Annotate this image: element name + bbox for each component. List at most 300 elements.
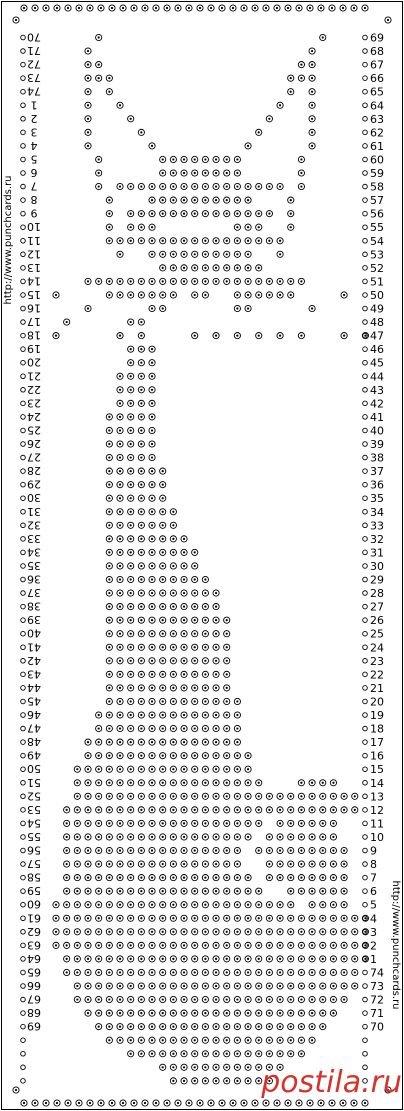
left-row-marker <box>21 889 26 894</box>
pattern-hole <box>53 929 59 935</box>
pattern-hole <box>213 671 219 677</box>
pattern-hole <box>170 251 176 257</box>
pattern-hole <box>149 915 155 921</box>
pattern-hole <box>202 1010 208 1016</box>
pattern-hole <box>256 183 262 189</box>
pattern-hole <box>149 197 155 203</box>
frame-hole <box>13 17 19 23</box>
left-row-marker <box>21 374 26 379</box>
pattern-hole <box>181 1051 187 1057</box>
pattern-hole <box>352 983 358 989</box>
pattern-hole <box>149 1037 155 1043</box>
pattern-hole <box>298 156 304 162</box>
pattern-hole <box>160 875 166 881</box>
pattern-hole <box>160 793 166 799</box>
frame-hole <box>142 5 148 11</box>
pattern-hole <box>234 780 240 786</box>
left-row-number: 47 <box>27 721 41 735</box>
pattern-hole <box>96 34 102 40</box>
pattern-hole <box>117 604 123 610</box>
pattern-hole <box>117 102 123 108</box>
pattern-hole <box>117 1024 123 1030</box>
pattern-hole <box>213 929 219 935</box>
pattern-hole <box>160 590 166 596</box>
pattern-hole <box>85 753 91 759</box>
pattern-hole <box>224 617 230 623</box>
pattern-hole <box>96 942 102 948</box>
pattern-hole <box>160 983 166 989</box>
pattern-hole <box>170 197 176 203</box>
pattern-hole <box>224 902 230 908</box>
pattern-hole <box>277 1010 283 1016</box>
pattern-hole <box>138 509 144 515</box>
pattern-hole <box>117 536 123 542</box>
right-row-number: 6 <box>370 885 377 899</box>
pattern-hole <box>309 888 315 894</box>
pattern-hole <box>160 902 166 908</box>
right-row-number: 73 <box>370 980 384 993</box>
pattern-hole <box>224 847 230 853</box>
pattern-hole <box>202 861 208 867</box>
right-row-marker <box>363 550 368 555</box>
right-row-numbers <box>363 32 384 1084</box>
pattern-hole <box>202 847 208 853</box>
right-row-number: 50 <box>370 288 384 302</box>
pattern-hole <box>160 915 166 921</box>
pattern-hole <box>224 1010 230 1016</box>
left-row-marker <box>21 428 26 433</box>
pattern-hole <box>128 766 134 772</box>
pattern-hole <box>256 969 262 975</box>
pattern-hole <box>192 1024 198 1030</box>
left-row-number: 66 <box>27 979 41 992</box>
pattern-hole <box>298 929 304 935</box>
pattern-hole <box>192 671 198 677</box>
pattern-hole <box>202 820 208 826</box>
pattern-hole <box>288 211 294 217</box>
left-row-number: 70 <box>27 30 41 44</box>
pattern-hole <box>106 89 112 95</box>
pattern-hole <box>330 929 336 935</box>
right-row-marker <box>363 62 368 67</box>
pattern-hole <box>192 1064 198 1070</box>
pattern-hole <box>309 1037 315 1043</box>
pattern-hole <box>64 861 70 867</box>
pattern-hole <box>192 156 198 162</box>
pattern-hole <box>149 305 155 311</box>
frame-hole <box>21 1100 27 1106</box>
pattern-hole <box>85 834 91 840</box>
pattern-hole <box>170 753 176 759</box>
right-row-number: 69 <box>370 31 384 45</box>
pattern-hole <box>202 942 208 948</box>
pattern-hole <box>138 996 144 1002</box>
right-row-number: 58 <box>370 180 384 194</box>
pattern-hole <box>181 834 187 840</box>
pattern-hole <box>85 807 91 813</box>
right-row-marker <box>363 821 368 826</box>
right-row-marker <box>363 320 368 325</box>
pattern-hole <box>298 915 304 921</box>
right-row-marker <box>363 347 368 352</box>
pattern-hole <box>245 265 251 271</box>
pattern-hole <box>202 1064 208 1070</box>
left-row-number: 13 <box>27 260 41 274</box>
pattern-hole <box>245 983 251 989</box>
right-row-number: 60 <box>370 153 384 167</box>
pattern-hole <box>53 942 59 948</box>
frame-hole <box>230 1100 236 1106</box>
pattern-hole <box>149 685 155 691</box>
pattern-hole <box>138 861 144 867</box>
left-row-marker <box>21 469 26 474</box>
pattern-hole <box>74 983 80 989</box>
pattern-hole <box>106 509 112 515</box>
pattern-hole <box>202 211 208 217</box>
left-row-marker <box>21 916 26 921</box>
pattern-hole <box>128 590 134 596</box>
pattern-hole <box>202 834 208 840</box>
pattern-hole <box>256 983 262 989</box>
frame-hole <box>230 5 236 11</box>
pattern-hole <box>106 1024 112 1030</box>
pattern-hole <box>181 698 187 704</box>
pattern-hole <box>192 292 198 298</box>
left-row-marker <box>21 496 26 501</box>
pattern-hole <box>106 698 112 704</box>
pattern-hole <box>170 915 176 921</box>
pattern-hole <box>106 861 112 867</box>
left-row-marker <box>21 1038 26 1043</box>
pattern-hole <box>138 658 144 664</box>
left-row-marker <box>21 672 26 677</box>
pattern-hole <box>149 238 155 244</box>
pattern-hole <box>64 820 70 826</box>
pattern-hole <box>234 156 240 162</box>
left-row-marker <box>21 89 26 94</box>
pattern-hole <box>160 1064 166 1070</box>
pattern-hole <box>117 576 123 582</box>
pattern-hole <box>117 753 123 759</box>
pattern-hole <box>298 861 304 867</box>
pattern-hole <box>202 902 208 908</box>
left-row-number: 74 <box>27 84 41 98</box>
pattern-hole <box>64 807 70 813</box>
right-row-number: 19 <box>370 709 384 722</box>
pattern-hole <box>213 698 219 704</box>
pattern-hole <box>245 278 251 284</box>
right-row-marker <box>363 970 368 975</box>
left-row-marker <box>21 943 26 948</box>
pattern-hole <box>181 942 187 948</box>
left-row-number: 69 <box>27 1019 41 1033</box>
pattern-hole <box>85 129 91 135</box>
pattern-hole <box>213 278 219 284</box>
pattern-hole <box>277 847 283 853</box>
pattern-hole <box>288 929 294 935</box>
pattern-hole <box>128 942 134 948</box>
pattern-hole <box>288 224 294 230</box>
pattern-hole <box>138 631 144 637</box>
pattern-hole <box>117 549 123 555</box>
pattern-hole <box>160 698 166 704</box>
pattern-hole <box>213 847 219 853</box>
pattern-hole <box>149 427 155 433</box>
pattern-hole <box>138 333 144 339</box>
pattern-hole <box>202 698 208 704</box>
pattern-hole <box>320 996 326 1002</box>
left-row-marker <box>21 252 26 257</box>
pattern-hole <box>128 929 134 935</box>
left-row-number: 11 <box>27 233 41 247</box>
pattern-hole <box>266 116 272 122</box>
frame-hole <box>32 1100 38 1106</box>
pattern-hole <box>117 712 123 718</box>
pattern-hole <box>117 251 123 257</box>
pattern-hole <box>128 956 134 962</box>
pattern-hole <box>181 861 187 867</box>
pattern-hole <box>266 956 272 962</box>
left-row-number: 45 <box>27 694 41 708</box>
pattern-hole <box>245 753 251 759</box>
pattern-hole <box>106 197 112 203</box>
pattern-hole <box>170 766 176 772</box>
pattern-hole <box>213 766 219 772</box>
right-row-marker <box>363 645 368 650</box>
pattern-hole <box>138 875 144 881</box>
pattern-hole <box>170 604 176 610</box>
right-row-number: 22 <box>370 668 384 682</box>
pattern-hole <box>106 969 112 975</box>
pattern-hole <box>170 671 176 677</box>
pattern-hole <box>128 847 134 853</box>
frame-hole <box>65 5 71 11</box>
pattern-hole <box>298 888 304 894</box>
right-row-marker <box>363 862 368 867</box>
pattern-hole <box>320 929 326 935</box>
pattern-hole <box>160 495 166 501</box>
pattern-hole <box>160 753 166 759</box>
pattern-hole <box>277 929 283 935</box>
right-row-marker <box>363 293 368 298</box>
pattern-hole <box>117 820 123 826</box>
pattern-hole <box>96 766 102 772</box>
frame-hole <box>285 5 291 11</box>
left-row-number: 46 <box>27 708 41 721</box>
pattern-hole <box>106 685 112 691</box>
left-row-number: 25 <box>27 423 41 437</box>
pattern-hole <box>224 942 230 948</box>
pattern-hole <box>117 590 123 596</box>
pattern-hole <box>234 847 240 853</box>
pattern-hole <box>149 482 155 488</box>
pattern-hole <box>224 888 230 894</box>
pattern-hole <box>160 292 166 298</box>
pattern-hole <box>341 292 347 298</box>
left-row-marker <box>21 970 26 975</box>
pattern-hole <box>128 807 134 813</box>
pattern-hole <box>202 278 208 284</box>
left-row-number: 63 <box>27 938 41 952</box>
pattern-hole <box>160 807 166 813</box>
right-row-marker <box>363 577 368 582</box>
left-row-number: 29 <box>27 477 41 491</box>
right-row-marker <box>363 618 368 623</box>
site-url-left: http://www.punchcards.ru <box>3 175 14 305</box>
pattern-hole <box>266 902 272 908</box>
right-row-marker <box>363 496 368 501</box>
left-row-number: 16 <box>27 301 41 315</box>
pattern-hole <box>106 454 112 460</box>
left-row-marker <box>21 780 26 785</box>
left-row-marker <box>21 415 26 420</box>
pattern-hole <box>149 671 155 677</box>
pattern-hole <box>288 915 294 921</box>
pattern-hole <box>202 292 208 298</box>
pattern-hole <box>117 644 123 650</box>
pattern-hole <box>149 509 155 515</box>
pattern-hole <box>149 644 155 650</box>
pattern-hole <box>106 834 112 840</box>
left-row-number: 7 <box>30 179 38 193</box>
pattern-hole <box>181 753 187 759</box>
pattern-hole <box>213 861 219 867</box>
right-row-number: 59 <box>370 167 384 180</box>
frame-hole <box>153 1100 159 1106</box>
left-row-marker <box>21 875 26 880</box>
pattern-hole <box>213 983 219 989</box>
pattern-hole <box>117 617 123 623</box>
pattern-hole <box>213 712 219 718</box>
pattern-hole <box>138 685 144 691</box>
left-row-number: 61 <box>27 911 41 925</box>
pattern-hole <box>181 725 187 731</box>
pattern-hole <box>320 942 326 948</box>
pattern-hole <box>138 360 144 366</box>
pattern-hole <box>234 211 240 217</box>
pattern-hole <box>256 129 262 135</box>
pattern-hole <box>96 956 102 962</box>
pattern-hole <box>245 1010 251 1016</box>
pattern-hole <box>138 780 144 786</box>
frame-hole <box>351 5 357 11</box>
pattern-hole <box>96 915 102 921</box>
pattern-hole <box>245 1078 251 1084</box>
pattern-hole <box>224 1064 230 1070</box>
pattern-hole <box>149 617 155 623</box>
right-row-number: 40 <box>370 424 384 438</box>
pattern-hole <box>181 1078 187 1084</box>
pattern-hole <box>224 875 230 881</box>
pattern-hole <box>309 305 315 311</box>
right-row-marker <box>363 780 368 785</box>
pattern-hole <box>245 1037 251 1043</box>
pattern-hole <box>106 495 112 501</box>
pattern-hole <box>74 888 80 894</box>
pattern-hole <box>213 807 219 813</box>
pattern-hole <box>192 617 198 623</box>
pattern-hole <box>202 929 208 935</box>
frame-hole <box>208 5 214 11</box>
right-row-number: 10 <box>370 830 384 844</box>
pattern-hole <box>245 143 251 149</box>
right-row-marker <box>363 157 368 162</box>
pattern-hole <box>181 888 187 894</box>
pattern-hole <box>245 211 251 217</box>
pattern-hole <box>181 983 187 989</box>
pattern-hole <box>266 929 272 935</box>
pattern-hole <box>181 1037 187 1043</box>
left-row-marker <box>21 455 26 460</box>
pattern-hole <box>160 712 166 718</box>
right-row-number: 28 <box>370 587 384 601</box>
right-row-number: 21 <box>370 681 384 695</box>
frame-hole <box>274 1100 280 1106</box>
pattern-hole <box>330 875 336 881</box>
pattern-hole <box>288 942 294 948</box>
pattern-hole <box>106 929 112 935</box>
pattern-hole <box>138 129 144 135</box>
pattern-hole <box>160 576 166 582</box>
left-row-marker <box>21 984 26 989</box>
left-row-number: 2 <box>30 111 38 125</box>
pattern-hole <box>138 969 144 975</box>
pattern-hole <box>160 834 166 840</box>
frame-hole <box>385 17 391 23</box>
pattern-hole <box>117 942 123 948</box>
pattern-hole <box>181 156 187 162</box>
pattern-hole <box>128 576 134 582</box>
frame-hole <box>43 5 49 11</box>
pattern-hole <box>117 956 123 962</box>
pattern-hole <box>330 861 336 867</box>
left-row-number: 26 <box>27 437 41 450</box>
pattern-hole <box>85 915 91 921</box>
pattern-hole <box>256 278 262 284</box>
pattern-hole <box>85 888 91 894</box>
pattern-hole <box>85 62 91 68</box>
right-row-marker <box>363 482 368 487</box>
pattern-hole <box>74 780 80 786</box>
right-row-number: 24 <box>370 641 384 655</box>
pattern-hole <box>288 956 294 962</box>
pattern-hole <box>149 739 155 745</box>
pattern-hole <box>138 712 144 718</box>
pattern-hole <box>138 387 144 393</box>
pattern-hole <box>256 292 262 298</box>
pattern-hole <box>128 644 134 650</box>
right-row-number: 53 <box>370 248 384 262</box>
pattern-hole <box>298 333 304 339</box>
pattern-hole <box>234 888 240 894</box>
pattern-hole <box>213 725 219 731</box>
pattern-hole <box>224 780 230 786</box>
left-row-number: 4 <box>30 138 38 152</box>
pattern-hole <box>309 956 315 962</box>
pattern-hole <box>320 875 326 881</box>
pattern-hole <box>298 956 304 962</box>
right-row-marker <box>363 564 368 569</box>
pattern-hole <box>181 211 187 217</box>
frame-hole <box>186 5 192 11</box>
pattern-hole <box>117 509 123 515</box>
pattern-hole <box>85 820 91 826</box>
pattern-hole <box>192 698 198 704</box>
pattern-hole <box>128 211 134 217</box>
pattern-hole <box>170 780 176 786</box>
frame-hole <box>109 5 115 11</box>
pattern-hole <box>181 820 187 826</box>
